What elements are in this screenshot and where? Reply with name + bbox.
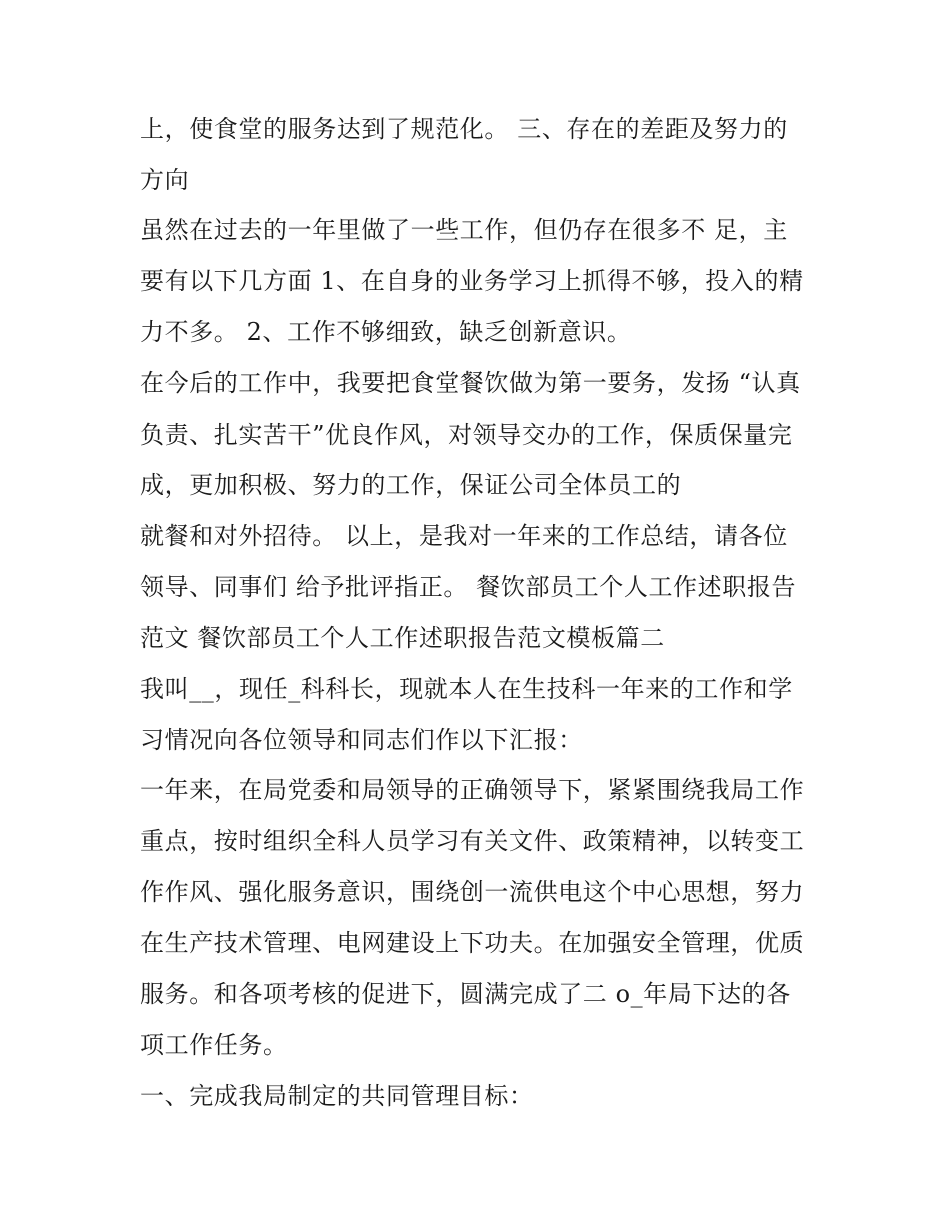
text-line: 服务。和各项考核的促进下，圆满完成了二 o_年局下达的各 (140, 980, 791, 1008)
text-line: 重点，按时组织全科人员学习有关文件、政策精神，以转变工 (140, 827, 805, 855)
text-line: 领导、同事们 给予批评指正。 餐饮部员工个人工作述职报告 (140, 573, 797, 601)
text-line: 虽然在过去的一年里做了一些工作，但仍存在很多不 足，主 (140, 216, 788, 244)
text-line: 我叫__，现任_科科长，现就本人在生技科一年来的工作和学 (140, 675, 793, 703)
text-line: 作作风、强化服务意识，围绕创一流供电这个中心思想，努力 (140, 878, 805, 906)
text-line: 力不多。 2、工作不够细致，缺乏创新意识。 (140, 318, 632, 346)
text-line: 项工作任务。 (140, 1031, 288, 1059)
text-line: 一年来，在局党委和局领导的正确领导下，紧紧围绕我局工作 (140, 776, 805, 804)
text-line: 范文 餐饮部员工个人工作述职报告范文模板篇二 (140, 624, 665, 652)
text-line: 一、完成我局制定的共同管理目标： (140, 1082, 534, 1110)
text-line: 负责、扎实苦干”优良作风，对领导交办的工作，保质保量完 (140, 421, 793, 449)
text-line: 就餐和对外招待。 以上，是我对一年来的工作总结，请各位 (140, 522, 788, 550)
text-line: 习情况向各位领导和同志们作以下汇报： (140, 726, 583, 754)
text-line: 上，使食堂的服务达到了规范化。 三、存在的差距及努力的 (140, 115, 788, 143)
text-line: 在生产技术管理、电网建设上下功夫。在加强安全管理，优质 (140, 929, 805, 957)
text-line: 成，更加积极、努力的工作，保证公司全体员工的 (140, 471, 682, 499)
text-line: 在今后的工作中，我要把食堂餐饮做为第一要务，发扬 “认真 (140, 369, 801, 397)
text-line: 要有以下几方面 1、在自身的业务学习上抓得不够，投入的精 (140, 267, 804, 295)
text-line: 方向 (140, 166, 190, 194)
